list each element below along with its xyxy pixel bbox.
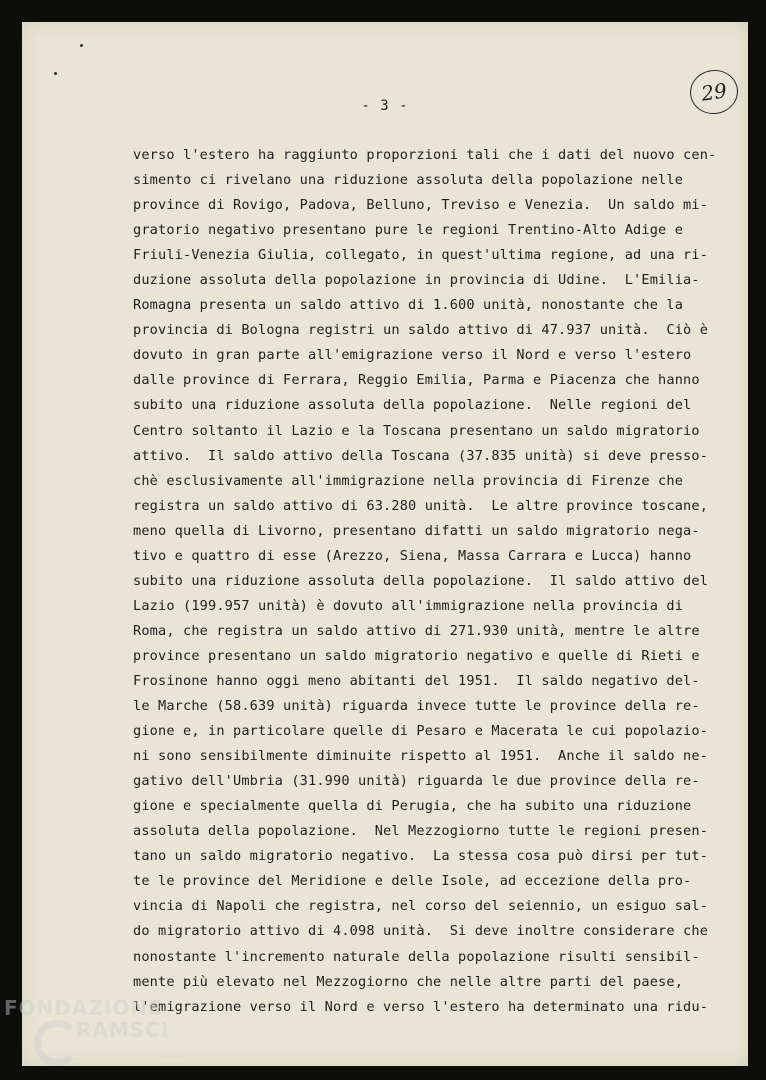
text-line: tivo e quattro di esse (Arezzo, Siena, Massa Carrara e Lucca) hanno: [133, 547, 692, 564]
text-line: ni sono sensibilmente diminuite rispetto al 1951. Anche il saldo ne-: [133, 748, 709, 765]
watermark-onlus: onlus: [160, 1051, 185, 1061]
text-line: verso l'estero ha raggiunto proporzioni tali che i dati del nuovo cen-: [133, 147, 717, 163]
text-line: duzione assoluta della popolazione in provincia di Udine. L'Emilia-: [133, 272, 700, 289]
text-line: chè esclusivamente all'immigrazione nella provincia di Firenze che: [133, 472, 684, 489]
text-line: subito una riduzione assoluta della popolazione. Nelle regioni del: [133, 397, 692, 414]
watermark-line-2: RAMSCI: [76, 1018, 170, 1042]
text-line: nonostante l'incremento naturale della popolazione risulti sensibil-: [133, 948, 700, 965]
text-line: Roma, che registra un saldo attivo di 271.930 unità, mentre le altre: [133, 622, 700, 639]
text-line: Romagna presenta un saldo attivo di 1.600 unità, nonostante che la: [133, 297, 684, 314]
text-line: subito una riduzione assoluta della popolazione. Il saldo attivo del: [133, 572, 709, 589]
text-line: gione e, in particolare quelle di Pesaro e Macerata le cui popolazio-: [133, 723, 709, 740]
text-line: meno quella di Livorno, presentano difatti un saldo migratorio nega-: [133, 522, 700, 539]
text-line: Lazio (199.957 unità) è dovuto all'immigrazione nella provincia di: [133, 597, 684, 614]
text-line: provincia di Bologna registri un saldo attivo di 47.937 unità. Ciò è: [133, 322, 709, 339]
text-line: province presentano un saldo migratorio negativo e quelle di Rieti e: [133, 647, 700, 664]
text-line: gione e specialmente quella di Perugia, che ha subito una riduzione: [133, 798, 692, 815]
text-line: vincia di Napoli che registra, nel corso del seiennio, un esiguo sal-: [133, 898, 709, 915]
text-line: attivo. Il saldo attivo della Toscana (37.835 unità) si deve presso-: [133, 447, 709, 464]
paper-speck: [80, 44, 83, 47]
text-line: registra un saldo attivo di 63.280 unità. Le altre province toscane,: [133, 497, 709, 514]
text-line: le Marche (58.639 unità) riguarda invece tutte le province della re-: [133, 698, 700, 715]
text-line: assoluta della popolazione. Nel Mezzogiorno tutte le regioni presen-: [133, 823, 709, 840]
text-line: dalle province di Ferrara, Reggio Emilia, Parma e Piacenza che hanno: [133, 372, 700, 389]
watermark-g-logo-icon: [34, 1020, 80, 1066]
text-line: gratorio negativo presentano pure le regioni Trentino-Alto Adige e: [133, 222, 684, 239]
text-line: tano un saldo migratorio negativo. La stessa cosa può dirsi per tut-: [133, 848, 709, 865]
text-line: Frosinone hanno oggi meno abitanti del 1951. Il saldo negativo del-: [133, 672, 700, 689]
fondazione-gramsci-watermark: [4, 996, 194, 1076]
text-line: province di Rovigo, Padova, Belluno, Treviso e Venezia. Un saldo mi-: [133, 197, 709, 214]
text-line: te le province del Meridione e delle Isole, ad eccezione della pro-: [133, 873, 692, 890]
handwritten-folio-number: 29: [687, 67, 741, 117]
text-line: l'emigrazione verso il Nord e verso l'estero ha determinato una ridu-: [133, 998, 709, 1015]
text-line: dovuto in gran parte all'emigrazione verso il Nord e verso l'estero: [133, 347, 692, 364]
document-page: [22, 22, 748, 1066]
text-line: Centro soltanto il Lazio e la Toscana presentano un saldo migratorio: [133, 422, 700, 439]
text-line: do migratorio attivo di 4.098 unità. Si deve inoltre considerare che: [133, 923, 709, 940]
text-line: mente più elevato nel Mezzogiorno che nelle altre parti del paese,: [133, 973, 684, 990]
body-text: [133, 143, 733, 1020]
paper-speck: [54, 72, 57, 75]
watermark-line-1: FONDAZIONE: [4, 996, 163, 1020]
text-line: simento ci rivelano una riduzione assoluta della popolazione nelle: [133, 172, 684, 189]
text-line: gativo dell'Umbria (31.990 unità) riguarda le due province della re-: [133, 773, 700, 790]
page-number: - 3 -: [361, 98, 409, 114]
text-line: Friuli-Venezia Giulia, collegato, in quest'ultima regione, ad una ri-: [133, 247, 709, 264]
